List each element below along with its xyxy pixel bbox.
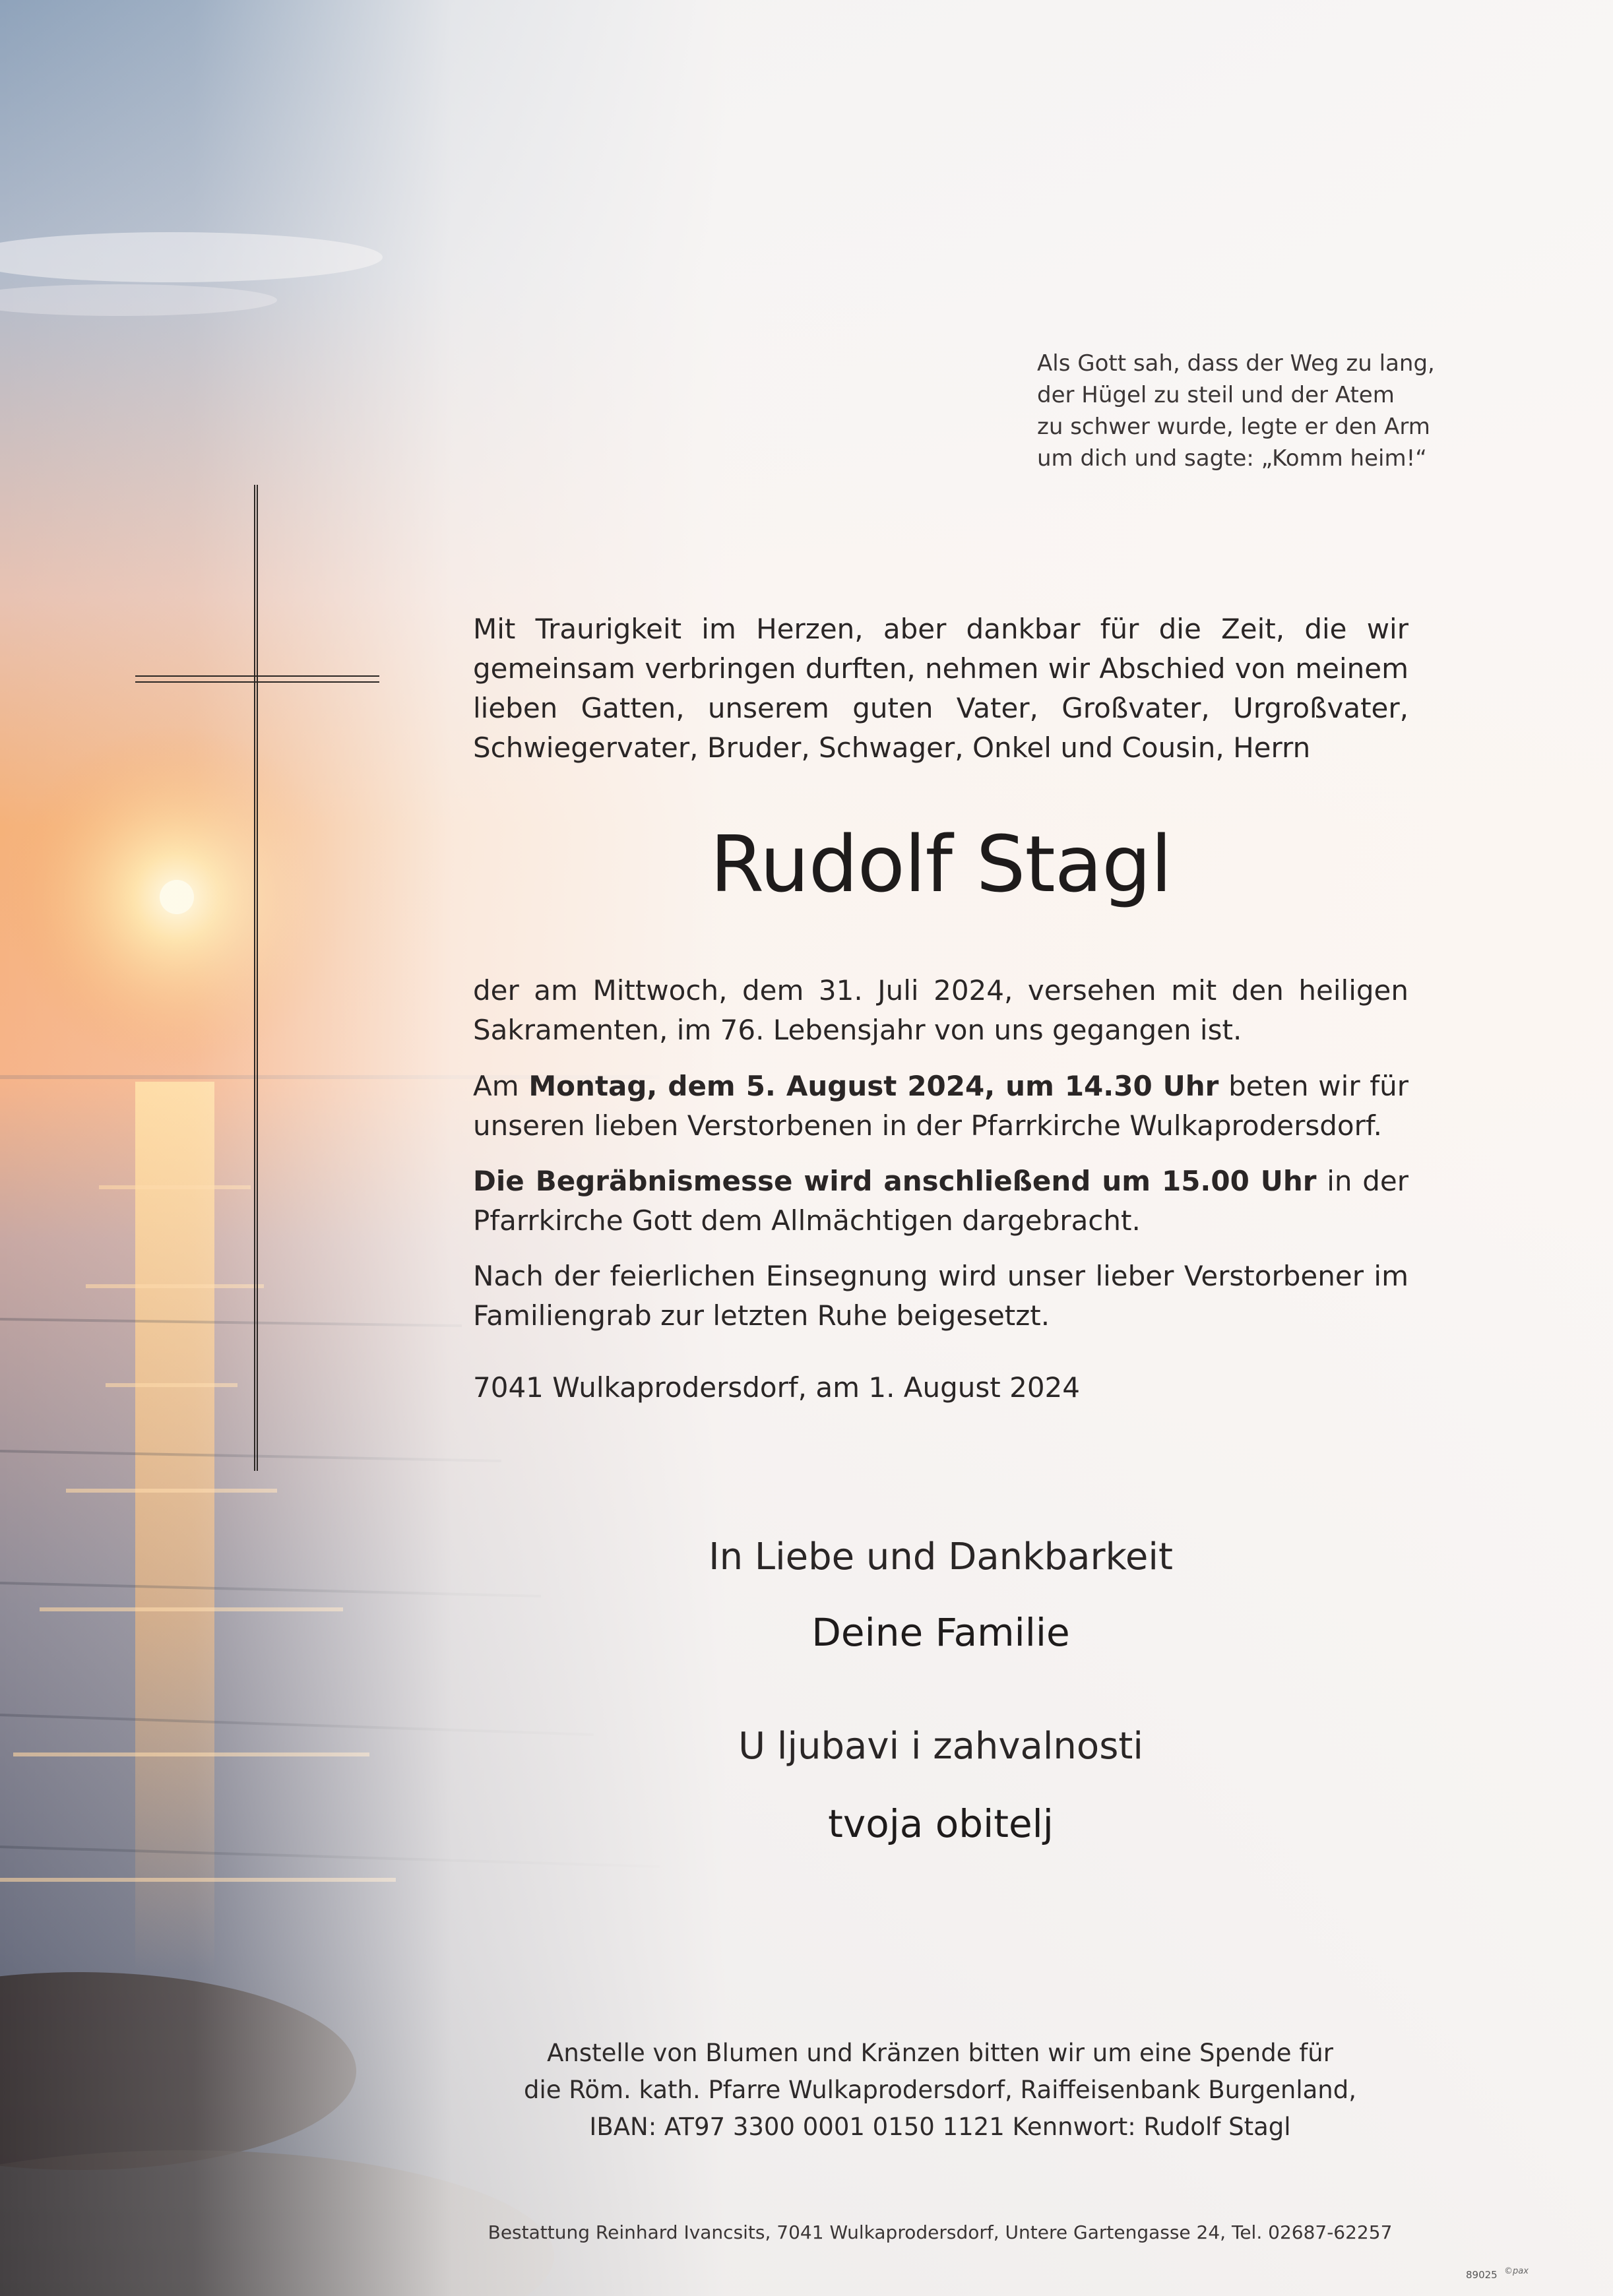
closing-german-line: In Liebe und Dankbarkeit — [709, 1536, 1173, 1578]
quote-line: um dich und sagte: „Komm heim!“ — [1037, 445, 1427, 472]
burial-paragraph: Nach der feierlichen Einsegnung wird unser lieber Verstorbener im Familiengrab zur letzten Ruhe beigesetzt. — [473, 1260, 1408, 1332]
donation-request — [396, 2035, 1484, 2146]
donation-line: Anstelle von Blumen und Kränzen bitten wir um eine Spende für — [547, 2039, 1333, 2067]
mass-paragraph — [473, 1162, 1408, 1241]
quote-block — [1037, 348, 1459, 474]
mass-post: in der Pfarrkirche Gott dem Allmächtigen dargebracht. — [473, 1165, 1408, 1237]
death-paragraph: der am Mittwoch, dem 31. Juli 2024, versehen mit den heiligen Sakramenten, im 76. Lebensjahr von uns gegangen ist. — [473, 974, 1408, 1046]
closing-croatian-signature: tvoja obitelj — [828, 1801, 1054, 1846]
quote-line: der Hügel zu steil und der Atem — [1037, 382, 1395, 408]
service-date-time: Montag, dem 5. August 2024, um 14.30 Uhr — [528, 1070, 1219, 1102]
intro-paragraph: Mit Traurigkeit im Herzen, aber dankbar für die Zeit, die wir gemeinsam verbringen durften, nehmen wir Abschied von meinem lieben Gatten, unserem guten Vater, Großvater, Urgroßvater, Schwiegervater, Bruder, Schwager, Onkel und Cousin, Herrn — [473, 613, 1408, 764]
print-code: 89025 — [1466, 2269, 1498, 2281]
place-date: 7041 Wulkaprodersdorf, am 1. August 2024 — [473, 1371, 1080, 1404]
closing-croatian-line: U ljubavi i zahvalnosti — [738, 1725, 1143, 1768]
quote-line: Als Gott sah, dass der Weg zu lang, — [1037, 350, 1435, 377]
funeral-home-footer: Bestattung Reinhard Ivancsits, 7041 Wulkaprodersdorf, Untere Gartengasse 24, Tel. 02687-62257 — [488, 2221, 1393, 2243]
donation-line: IBAN: AT97 3300 0001 0150 1121 Kennwort: Rudolf Stagl — [589, 2113, 1291, 2141]
service-pre: Am — [473, 1070, 519, 1102]
service-post: beten wir für unseren lieben Verstorbenen in der Pfarrkirche Wulkaprodersdorf. — [473, 1070, 1408, 1142]
cross-vertical-beam — [254, 485, 258, 1471]
printer-logo: ©pax — [1504, 2266, 1529, 2276]
service-paragraph — [473, 1067, 1408, 1146]
quote-line: zu schwer wurde, legte er den Arm — [1037, 414, 1430, 440]
closing-german-signature: Deine Familie — [811, 1610, 1070, 1655]
mass-time: Die Begräbnismesse wird anschließend um 15.00 Uhr — [473, 1165, 1317, 1197]
cross-horizontal-beam — [135, 675, 379, 685]
donation-line: die Röm. kath. Pfarre Wulkaprodersdorf, Raiffeisenbank Burgenland, — [524, 2076, 1356, 2104]
deceased-name: Rudolf Stagl — [710, 819, 1172, 910]
